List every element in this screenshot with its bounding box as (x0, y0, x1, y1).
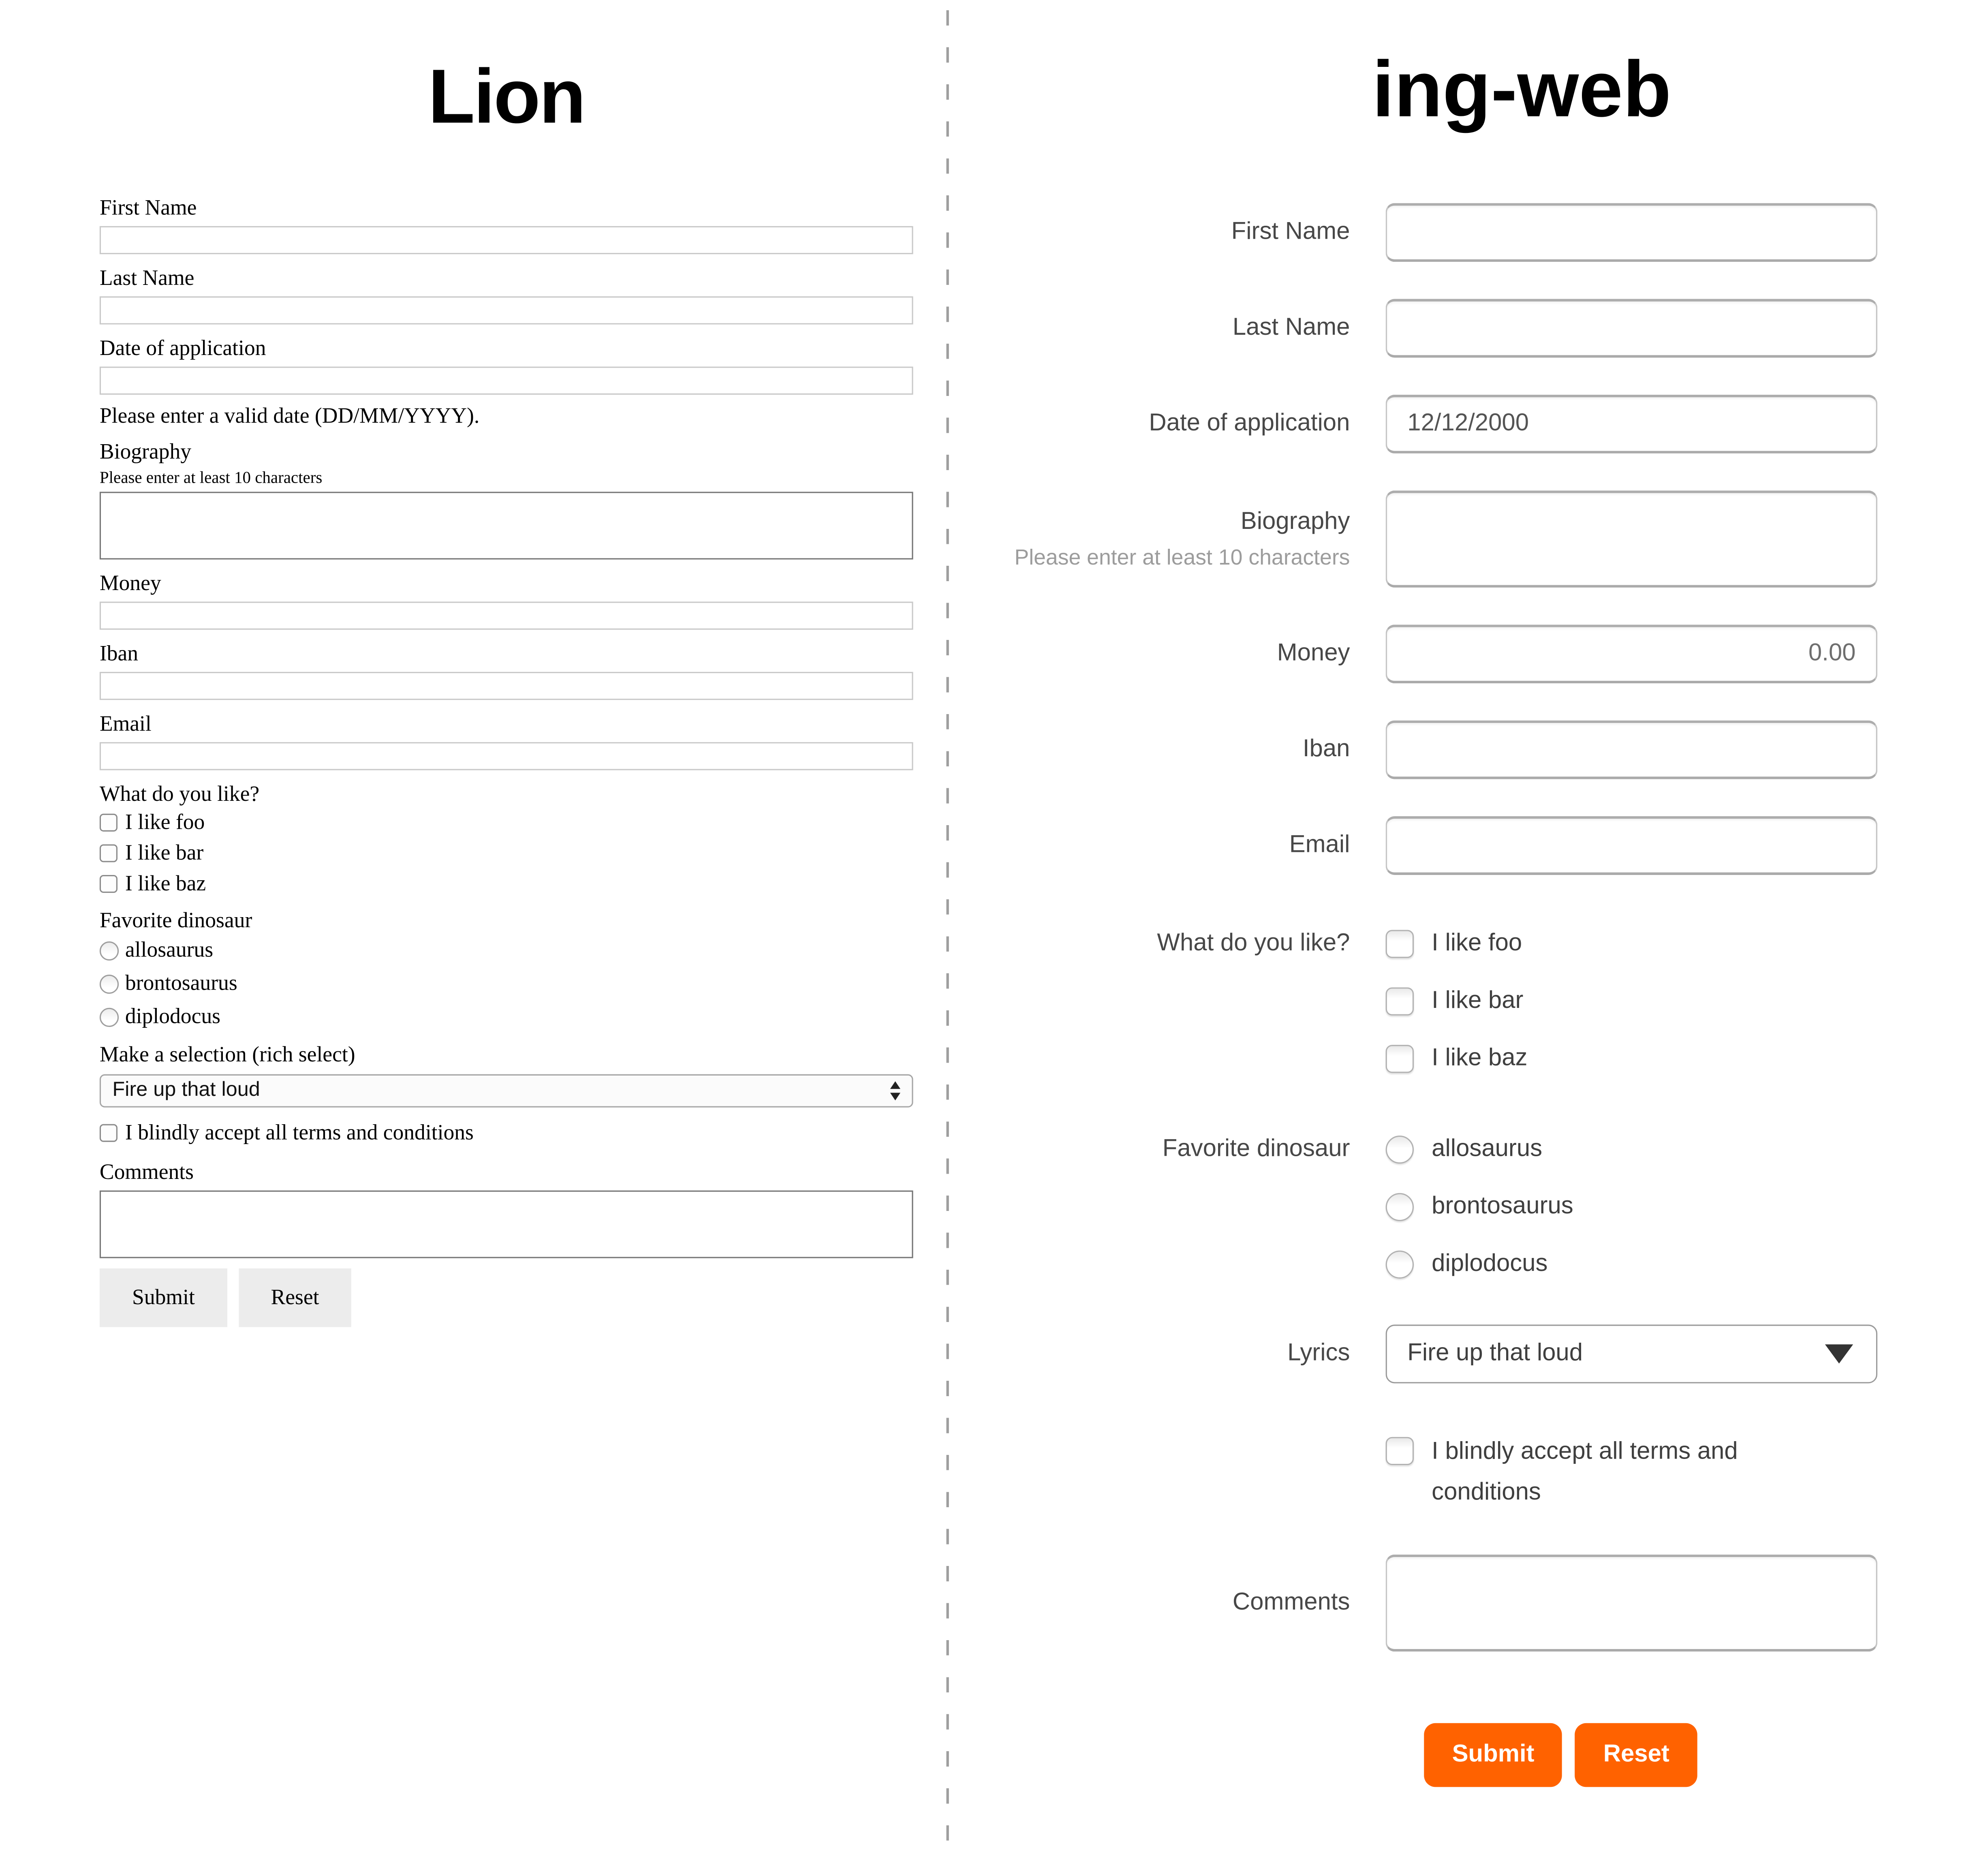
comments-textarea[interactable] (100, 1190, 913, 1258)
chevron-down-icon (1825, 1344, 1853, 1363)
last-name-input[interactable] (100, 296, 913, 324)
lyrics-label: Lyrics (1287, 1340, 1350, 1367)
submit-button[interactable]: Submit (1424, 1723, 1562, 1787)
comments-label: Comments (1232, 1589, 1350, 1616)
submit-button[interactable]: Submit (100, 1268, 227, 1327)
checkbox-option-bar[interactable] (100, 838, 913, 869)
date-of-application-input[interactable] (100, 367, 913, 395)
date-of-application-label: Date of application (1149, 410, 1350, 437)
terms-label: I blindly accept all terms and conditions (1432, 1438, 1738, 1506)
money-value: 0.00 (1808, 640, 1856, 667)
money-label: Money (99, 571, 161, 595)
first-name-label: First Name (99, 195, 197, 220)
radio-option-diplodocus[interactable] (100, 1000, 913, 1033)
date-of-application-label: Date of application (99, 336, 266, 360)
iban-label: Iban (99, 641, 139, 666)
first-name-input[interactable] (100, 226, 913, 254)
checkbox-label: I like baz (1432, 1045, 1528, 1072)
radio-icon[interactable] (1386, 1251, 1414, 1279)
iban-input[interactable] (1386, 721, 1877, 779)
radio-icon[interactable] (100, 1007, 119, 1026)
lyrics-select-value: Fire up that loud (1407, 1340, 1583, 1367)
reset-button[interactable]: Reset (1575, 1723, 1697, 1787)
terms-checkbox-row[interactable] (100, 1118, 913, 1149)
rich-select-label: Make a selection (rich select) (99, 1042, 355, 1067)
first-name-input[interactable] (1386, 203, 1877, 262)
checkbox-icon[interactable] (1386, 930, 1414, 958)
panel-divider (946, 10, 949, 1860)
checkbox-icon[interactable] (1386, 987, 1414, 1015)
email-label: Email (1289, 831, 1350, 859)
date-of-application-input[interactable] (1386, 395, 1877, 453)
checkbox-icon[interactable] (1386, 1045, 1414, 1073)
checkbox-icon[interactable] (100, 844, 118, 862)
terms-label: I blindly accept all terms and conditions (125, 1120, 474, 1145)
radio-label: brontosaurus (125, 971, 237, 995)
radio-label: brontosaurus (1432, 1193, 1573, 1220)
likes-group-label: What do you like? (1157, 930, 1350, 957)
checkbox-label: I like bar (125, 840, 204, 865)
ing-web-panel-title: ing-web (1372, 46, 1671, 134)
radio-label: diplodocus (125, 1004, 221, 1029)
rich-select-value: Fire up that loud (112, 1079, 260, 1101)
checkbox-label: I like foo (125, 810, 205, 834)
radio-label: allosaurus (1432, 1135, 1543, 1163)
money-input[interactable] (1386, 625, 1877, 683)
radio-option-brontosaurus[interactable] (100, 967, 913, 1000)
dinosaur-group-label: Favorite dinosaur (1162, 1135, 1350, 1163)
radio-option-allosaurus[interactable] (1386, 1134, 1877, 1165)
last-name-input[interactable] (1386, 299, 1877, 358)
checkbox-label: I like foo (1432, 930, 1522, 957)
checkbox-icon[interactable] (100, 814, 118, 832)
checkbox-icon[interactable] (1386, 1437, 1414, 1465)
last-name-label: Last Name (99, 265, 194, 290)
likes-group-label: What do you like? (99, 781, 260, 806)
checkbox-option-foo[interactable] (100, 807, 913, 838)
biography-textarea[interactable] (100, 492, 913, 559)
iban-label: Iban (1302, 736, 1350, 763)
date-value: 12/12/2000 (1407, 410, 1529, 437)
checkbox-label: I like bar (1432, 987, 1524, 1014)
dinosaur-group-label: Favorite dinosaur (99, 908, 252, 933)
reset-button[interactable]: Reset (239, 1268, 351, 1327)
comments-textarea[interactable] (1386, 1555, 1877, 1652)
ing-web-panel (1009, 0, 1977, 1787)
select-spinner-icon (890, 1081, 900, 1100)
money-label: Money (1277, 640, 1350, 667)
checkbox-icon[interactable] (100, 875, 118, 893)
biography-helper-text: Please enter at least 10 characters (99, 467, 323, 487)
checkbox-option-baz[interactable] (100, 868, 913, 899)
date-helper-text: Please enter a valid date (DD/MM/YYYY). (99, 403, 480, 428)
radio-option-brontosaurus[interactable] (1386, 1192, 1877, 1223)
lion-panel-title: Lion (428, 53, 585, 139)
radio-icon[interactable] (1386, 1193, 1414, 1221)
radio-label: diplodocus (1432, 1250, 1548, 1277)
last-name-label: Last Name (1232, 314, 1350, 341)
email-input[interactable] (1386, 816, 1877, 875)
radio-icon[interactable] (100, 941, 119, 960)
biography-label-group (1009, 507, 1386, 572)
biography-label: Biography (1240, 507, 1350, 535)
comments-label: Comments (99, 1159, 194, 1184)
rich-select[interactable] (100, 1074, 913, 1108)
checkbox-option-bar[interactable] (1386, 986, 1877, 1017)
checkbox-icon[interactable] (100, 1124, 118, 1142)
checkbox-label: I like baz (125, 871, 206, 896)
lyrics-select[interactable] (1386, 1324, 1877, 1383)
money-input[interactable] (100, 601, 913, 629)
radio-option-diplodocus[interactable] (1386, 1249, 1877, 1280)
radio-label: allosaurus (125, 937, 214, 962)
terms-checkbox-row[interactable] (1009, 1432, 1977, 1514)
email-label: Email (99, 711, 152, 736)
checkbox-option-baz[interactable] (1386, 1044, 1877, 1074)
lion-panel (100, 0, 913, 1327)
radio-icon[interactable] (100, 974, 119, 993)
biography-label: Biography (99, 439, 192, 464)
first-name-label: First Name (1231, 218, 1350, 246)
radio-option-allosaurus[interactable] (100, 934, 913, 967)
biography-textarea[interactable] (1386, 490, 1877, 588)
biography-helper-text: Please enter at least 10 characters (1014, 545, 1350, 569)
email-input[interactable] (100, 742, 913, 770)
checkbox-option-foo[interactable] (1386, 928, 1877, 959)
iban-input[interactable] (100, 672, 913, 700)
radio-icon[interactable] (1386, 1136, 1414, 1164)
